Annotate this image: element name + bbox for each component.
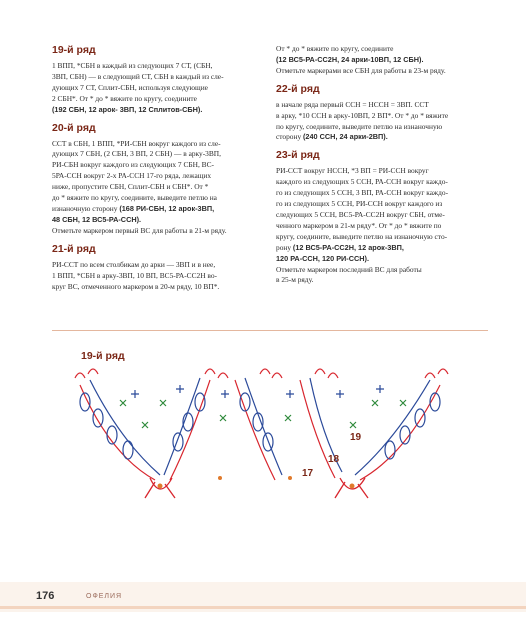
row-23-note-1: Отметьте маркером последний ВС для работы [276,264,422,274]
row-21-text-1: РИ-ССТ по всем столбикам до арки — 3ВП и в нее, [52,259,216,269]
row-20-heading: 20-й ряд [52,121,96,134]
row-23-text-4: го из следующих 5 ССН, РИ-ССН вокруг каждого из [276,199,443,209]
row-21-continued: От * до * вяжите по кругу, соедините [276,44,394,53]
row-22-text-3: по кругу, соедините, выведите петлю на изнаночную [276,121,443,131]
row-23-text-3: го из следующих 5 ССН, 3 ВП, РА-ССН вокруг каждо- [276,188,449,198]
section-divider [52,330,488,331]
row-23-note-2: в 25-м ряду. [276,275,314,285]
row-23-text-5: следующих 5 ССН, ВС5-РА-СС2Н вокруг СБН, отме- [276,209,445,219]
row-19-text-3: дующих 7 СТ, Сплит-СБН, используя следующие [52,82,208,92]
orange-base-marks [158,476,355,489]
row-23-heading: 23-й ряд [276,149,320,162]
row-18-label: 18 [328,454,340,465]
instructions-right-column [276,44,491,286]
row-23-text-8: рону [276,242,293,252]
section-name: ОФЕЛИЯ [86,593,123,600]
centre-right-fan [235,369,282,480]
centre-left-fan [164,369,228,480]
row-22-heading: 22-й ряд [276,82,320,95]
row-20-text-4: 5РА-ССН вокруг 2-х РА-ССН 17-го ряда, лежащих [52,171,212,181]
row-23-text-1: РИ-ССТ вокруг НССН, *3 ВП = РИ-ССН вокруг [276,166,429,176]
row-21-text-3: круг ВС, отмеченного маркером в 20-м ряду, 10 ВП*. [52,281,220,291]
row-20-text-7: изнаночную сторону [52,203,120,213]
row-20-text-6: до * вяжите по кругу, соедините, выведите петлю на [52,193,217,203]
row-21-heading: 21-й ряд [52,242,96,255]
footer-line [0,606,526,609]
row-20-text-2: дующих 7 СБН, (2 СБН, 3 ВП, 2 СБН) — в арку-3ВП, [52,149,221,159]
row-20-total-1: (168 РИ-СБН, 12 арок-3ВП, [119,203,215,213]
blue-cross-marks [131,385,384,398]
row-19-total: (192 СБН, 12 арок- 3ВП, 12 Сплитов-СБН). [52,104,203,114]
row-23-total-2: 120 РА-ССН, 120 РИ-ССН). [276,253,369,263]
left-fan [75,369,160,480]
page-number: 176 [36,590,55,602]
row-21-text-2: 1 ВПП, *СБН в арку-3ВП, 10 ВП, ВС5-РА-СС2Н во- [52,270,218,280]
row-20-text-5: ниже, пропустите СБН, Сплит-СБН и СБН*. От * [52,182,209,192]
row-22-text-2: в арку, *10 ССН в арку-10ВП, 2 ВП*. От * до * вяжите [276,110,449,120]
row-21-note: Отметьте маркерами все СБН для работы в 23-м ряду. [276,65,446,75]
row-19-label: 19 [350,432,362,443]
row-21-total: (12 ВС5-РА-СС2Н, 24 арки-10ВП, 12 СБН). [276,54,424,64]
row-20-total-2: 48 СБН, 12 ВС5-РА-ССН). [52,214,142,224]
instructions-left-column [52,44,276,292]
row-22-text-1: в начале ряда первый ССН = НССН = 3ВП. ССТ [276,99,429,109]
row-19-text-2: 3ВП, СБН) — в следующий СТ, СБН в каждый из сле- [52,71,224,81]
row-20-text-1: ССТ в СБН, 1 ВПП, *РИ-СБН вокруг каждого из сле- [52,138,221,148]
row-17-label: 17 [302,468,314,479]
crochet-chart-diagram [60,360,460,510]
row-22-text-4: сторону [276,132,303,142]
bottom-loops [145,478,368,498]
row-19-text-4: 2 СБН*. От * до * вяжите по кругу, соедините [52,93,197,103]
right-fan [300,369,448,480]
row-20-note: Отметьте маркером первый ВС для работы в 21-м ряду. [52,225,227,235]
chart-fan-group [75,369,448,498]
row-22-total: (240 ССН, 24 арки-2ВП). [303,132,388,142]
row-20-text-3: РИ-СБН вокруг каждого из следующих 7 СБН, ВС- [52,160,214,170]
diagram-title: 19-й ряд [81,350,125,362]
row-19-heading: 19-й ряд [52,44,96,56]
row-23-text-6: ченного маркером в 21-м ряду*. От * до * вяжите по [276,220,442,230]
row-23-total-1: (12 ВС5-РА-СС2Н, 12 арок-3ВП, [292,242,404,252]
row-23-text-7: кругу, соедините, выведите петлю на изнаночную сто- [276,231,448,241]
row-23-text-2: каждого из следующих 5 ССН, РА-ССН вокруг каждо- [276,177,448,187]
row-19-text-1: 1 ВПП, *СБН в каждый из следующих 7 СТ, (СБН, [52,61,213,70]
